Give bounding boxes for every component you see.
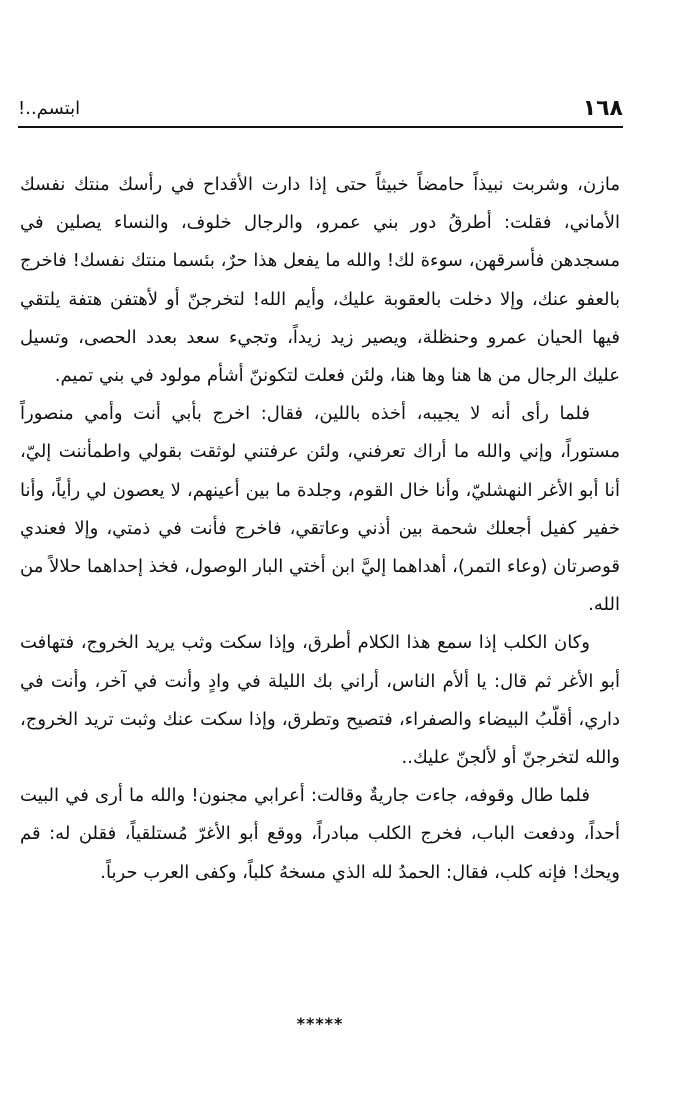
body-text bbox=[20, 166, 620, 892]
page-header bbox=[18, 94, 623, 124]
paragraph: فلما طال وقوفه، جاءت جاريةٌ وقالت: أعرابي مجنون! والله ما أرى في البيت أحداً، ودفعت الباب، فخرج الكلب مبادراً، ووقع أبو الأغرّ مُستلقياً، فقلن له: قم ويحك! فإنه كلب، فقال: الحمدُ لله الذي مسخهُ كلباً، وكفى العرب حرباً. bbox=[20, 785, 620, 883]
running-title: ابتسم..! bbox=[18, 98, 81, 119]
paragraph: مازن، وشربت نبيذاً حامضاً خبيثاً حتى إذا دارت الأقداح في رأسك منتك نفسك الأماني، فقلت: أطرقُ دور بني عمرو، والرجال خلوف، والنساء يصلين في مسجدهن فأسرقهن، سوءة لك! والله ما يفعل هذا حرٌ، بئسما منتك نفسك! فاخرج بالعفو عنك، وإلا دخلت بالعقوبة عليك، وأيم الله! لتخرجنّ أو لأهتفن هتفة يلتقي فيها الحيان عمرو وحنظلة، ويصير زيد زيداً، وتجيء سعد بعدد الحصى، وتسيل عليك الرجال من ها هنا وها هنا، ولئن فعلت لتكوننّ أشأم مولود في بني تميم. bbox=[20, 174, 620, 387]
page-number: ١٦٨ bbox=[582, 96, 623, 121]
paragraph: وكان الكلب إذا سمع هذا الكلام أطرق، وإذا سكت وثب يريد الخروج، فتهافت أبو الأغر ثم قال: يا ألأم الناس، أراني بك الليلة في وادٍ وأنت في آخر، وأنت في داري، أقلّبُ البيضاء والصفراء، فتصيح وتطرق، وإذا سكت عنك وثبت تريد الخروج، والله لتخرجنّ أو لألجنّ عليك.. bbox=[20, 632, 620, 769]
header-rule bbox=[18, 126, 623, 128]
paragraph: فلما رأى أنه لا يجيبه، أخذه باللين، فقال: اخرج بأبي أنت وأمي منصوراً مستوراً، وإني والله ما أراك تعرفني، ولئن عرفتني لوثقت بقولي واطمأننت إليّ، أنا أبو الأغر النهشليّ، وأنا خال القوم، وجلدة ما بين أعينهم، لا يعصون لي رأياً، وأنا خفير كفيل أجعلك شحمة بين أذني وعاتقي، فاخرج فأنت في ذمتي، وإلا فعندي قوصرتان (وعاء التمر)، أهداهما إليَّ ابن أختي البار الوصول، فخذ إحداهما حلالاً من الله. bbox=[20, 403, 620, 616]
section-separator: ***** bbox=[296, 1014, 344, 1033]
